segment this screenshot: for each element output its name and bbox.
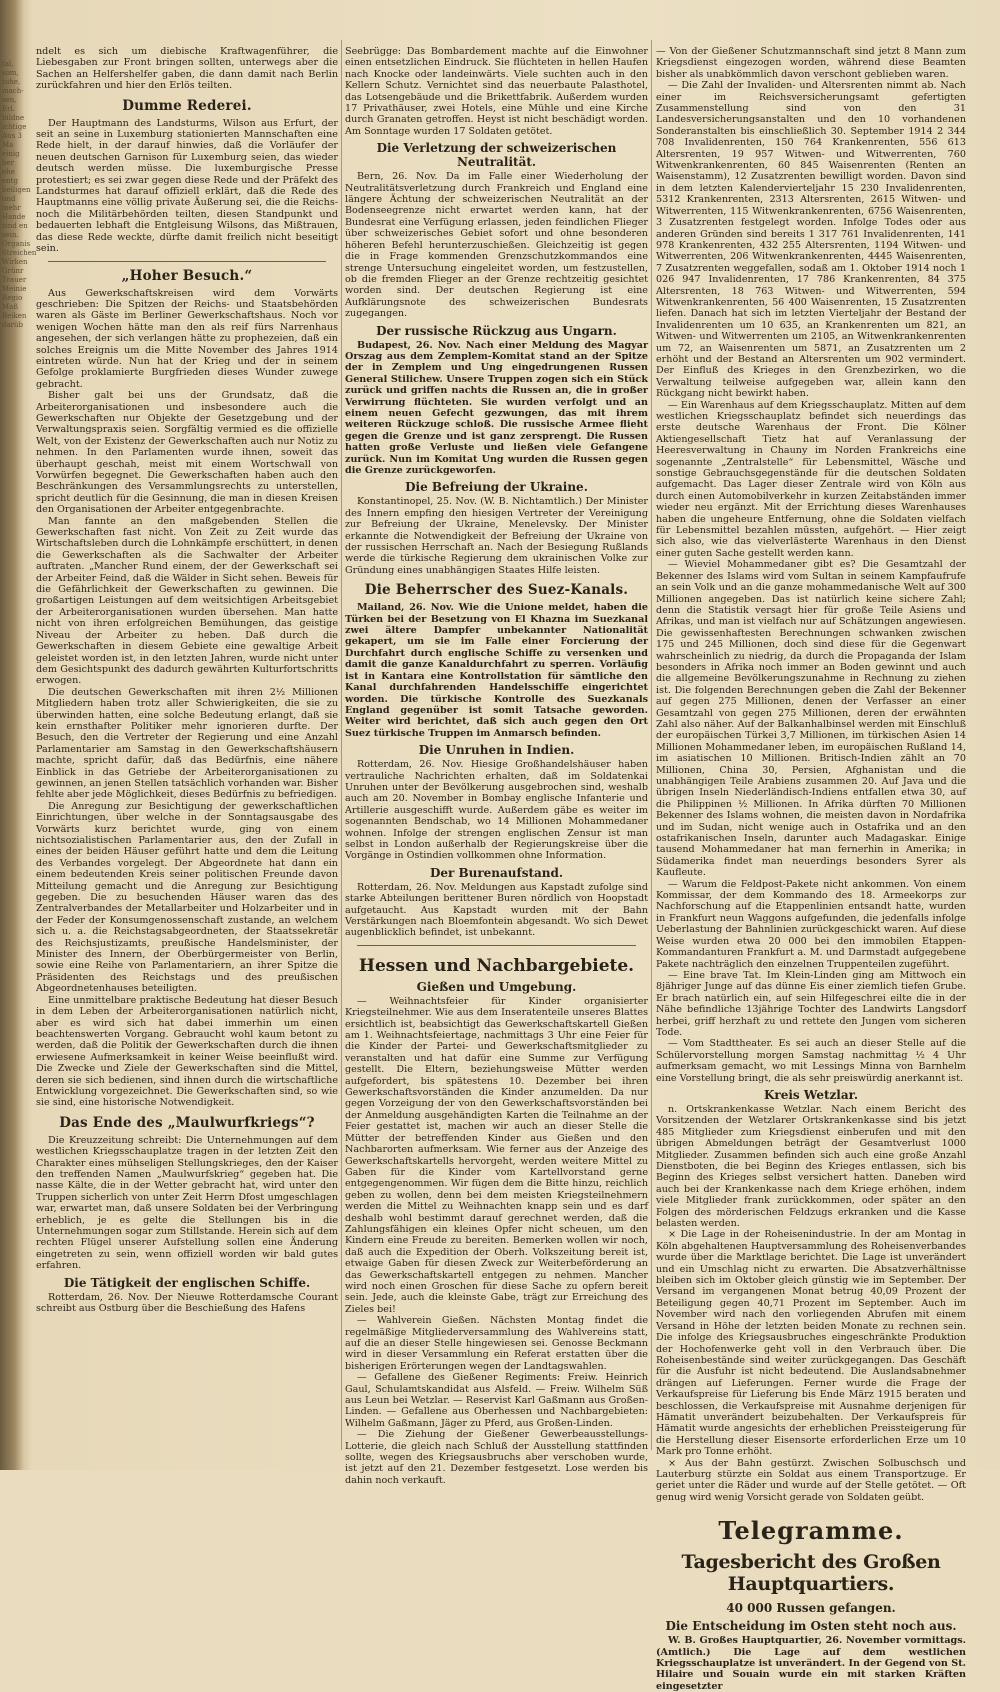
column-a <box>36 46 338 1452</box>
article-text: Seebrügge: Das Bombardement machte auf die Einwohner einen entsetzlichen Eindruck. Sie flüchteten in hellen Haufen nach Knocke oder landeinwärts. Viele suchten auch in den Kellern Schutz. Vernichtet sind das neuerbaute Palasthotel, das Lotsengebäude und die Brikettfabrik. Außerdem wurden 17 Privathäuser, zwei Hotels, eine Mühle und eine Kirche durch Granaten getroffen. Heyst ist nicht beschädigt worden. Am Sonntage wurden 17 Soldaten getötet. <box>345 46 648 137</box>
article-text: Bisher galt bei uns der Grundsatz, daß die Arbeiterorganisationen und insbesondere auch die Gewerkschaften nur Objekte der Gesetzgebung und der Verwaltungspraxis seien. Sorgfältig vermied es die offizielle Welt, von der Existenz der Gewerkschaften auch nur Notiz zu nehmen. In den Parlamenten wurde ihnen, soweit das überhaupt geschah, meist mit einem Wortschwall von Vorwürfen begegnet. Die Gewerkschaften haben auch den Beschränkungen des Versammlungsrechts zu unterstellen, spricht deutlich für die Gesinnung, die man in diesen Kreisen den Organisationen der Arbeiter entgegenbrachte. <box>36 390 338 516</box>
article-text: W. B. Großes Hauptquartier, 26. November vormittags. (Amtlich.) Die Lage auf dem westlichen Kriegsschauplatze ist unverändert. In der Gegend von St. Hilaire und Souain wurde ein mit starken Kräften eingesetzter <box>656 1635 966 1692</box>
article-text: × Aus der Bahn gestürzt. Zwischen Solbuschsch und Lauterburg stürzte ein Soldat aus einem Transportzuge. Er geriet unter die Räder und wurde auf der Stelle getötet. — Oft genug wird wenig Vorsicht gerade von Soldaten geübt. <box>656 1457 966 1503</box>
article-text: n. Ortskrankenkasse Wetzlar. Nach einem Bericht des Vorsitzenden der Wetzlarer Ortskrankenkasse sind bis jetzt 485 Mitglieder zum Kriegsdienst einberufen und mit den übrigen Abmeldungen beträgt der Gesamtverlust 1000 Mitglieder. Zusammen befinden sich auch eine große Anzahl Dienstboten, die bei Beginn des Krieges entlassen, sich bis Beginn des Krieges selbst versichert hatten. Daneben wird auch bei der Krankenkasse nach dem Kriege erhöhen, indem viele Mitglieder frank zurückkommen, oder später an den Folgen des mörderischen Feldzugs erkranken und die Kasse belasten werden. <box>656 1103 966 1230</box>
column-divider <box>651 40 652 1450</box>
article-text: Aus Gewerkschaftskreisen wird dem Vorwärts geschrieben: Die Spitzen der Reichs- und Staatsbehörden waren als Gäste im Berliner Gewerkschaftshaus. Noch vor wenigen Wochen hätte man den als reif fürs Narrenhaus angesehen, der sich verlangen hätte zu prophezeien, daß ein solches Ereignis um die Mitte November des Jahres 1914 eintreten würde. Nun hat der Krieg und der in seinem Gefolge proklamierte Burgfrieden dieses Wunder zuwege gebracht. <box>36 287 338 390</box>
article-heading: Dumme Rederei. <box>122 97 252 114</box>
article-text: Budapest, 26. Nov. Nach einer Meldung des Magyar Orszag aus dem Zemplem-Komitat stand an der Spitze der in Zemplem und Ung eingedrungenen Russen General Stilichew. Unsere Truppen zogen sich ein Stück zurück und griffen nachts die Russen an, die in großer Verwirrung flüchteten. Sie wurden verfolgt und an einem neuen Gefecht gezwungen, das mit ihrem weiteren Rückzuge schloß. Die russische Armee flieht gegen die Grenze und ist ganz zersprengt. Die Russen hatten große Verluste und ließen viele Gefangene zurück. Nun im Komitat Ung wurden die Russen gegen die Grenze zurückgeworfen. <box>345 339 648 476</box>
article-text: — Die Ziehung der Gießener Gewerbeausstellungs-Lotterie, die gleich nach Schluß der Ausstellung stattfinden sollte, wegen des Kriegsausbruchs aber verschoben wurde, ist jetzt auf den 21. Dezember festgesetzt. Lose werden bis dahin noch verkauft. <box>345 1429 648 1486</box>
article-heading: Die Verletzung der schweizerischen Neutralität. <box>376 141 617 170</box>
subsection-heading: Gießen und Umgebung. <box>416 979 577 994</box>
article-text: × Die Lage in der Roheisenindustrie. In der am Montag in Köln abgehaltenen Hauptversammlung des Roheisenverbandes wurde über die Marktlage berichtet. Die Lage ist unverändert und ein Umschlag nicht zu erwarten. Die Absatzverhältnisse bleiben sich im Oktober gleich günstig wie im September. Der Versand im vergangenen Monat betrug 40,09 Prozent der Beteiligung gegen 40,71 Prozent im September. Auch im November wird nach den vorliegenden Abrufen mit einem Versand in Höhe der letzten beiden Monate zu rechnen sein. Die infolge des Kriegsausbruches eingeschränkte Produktion der Hochofenwerke geht voll in den Verbrauch über. Die Roheisenbestände sind weiter zurückgegangen. Das Geschäft für die Ausfuhr ist nicht bedeutend. Die Auslandsabnehmer drängen auf Lieferungen. Ferner wurde die Frage der Verkaufspreise für Lieferung bis Ende März 1915 beraten und beschlossen, die Verkaufspreise mit Ausnahme derjenigen für Hämatit unverändert beizubehalten. Der Verkaufspreis für Hämatit wurde angesichts der erheblichen Preissteigerung für die Herstellung dieser Eisensorte erforderlichen Erze um 10 Mark pro Tonne erhöht. <box>656 1229 966 1458</box>
report-title: Tagesbericht des Großen Hauptquartiers. <box>681 1551 941 1596</box>
article-heading: Die Befreiung der Ukraine. <box>405 480 588 495</box>
article-text: Konstantinopel, 25. Nov. (W. B. Nichtamtlich.) Der Minister des Innern empfing den hiesigen Vertreter der Vereinigung zur Befreiung der Ukraine, Menelevsky. Der Minister erkannte die Notwendigkeit der Befreiung der Ukraine von der russischen Herrschaft an. Nach der Besiegung Rußlands werde die türkische Regierung dem ukrainischen Volke zur Gründung eines unabhängigen Staates Hilfe leisten. <box>345 496 648 576</box>
divider <box>357 945 636 946</box>
article-text: ndelt es sich um diebische Kraftwagenführer, die Liebesgaben zur Front bringen sollten, unterwegs aber die Sachen an Helfershelfer gaben, die dann damit nach Berlin zurückfahren und hier den Erlös teilten. <box>36 46 338 92</box>
article-heading: „Hoher Besuch.“ <box>121 267 253 284</box>
section-heading: Hessen und Nachbargebiete. <box>358 955 635 976</box>
article-text: — Ein Warenhaus auf dem Kriegsschauplatz. Mitten auf dem westlichen Kriegsschauplatz befindet sich neuerdings das erste deutsche Warenhaus der Front. Die Kölner Aktiengesellschaft Tietz hat auf Veranlassung der Heeresverwaltung in Chauny im Norden Frankreichs eine sogenannte „Zentralstelle“ für Lebensmittel, Wäsche und sonstige Gebrauchsgegenstände für die deutschen Soldaten aufgemacht. Das Lager dieser Zentrale wird von Köln aus durch einen Automobilverkehr in kurzen Zeitabständen immer wieder neu ergänzt. Mit der Errichtung dieses Warenhauses haben die ungeheure Entfernung, ohne die Soldaten vielfach für Lebensmittel bezahlen müssten, aufgehört. — Hier zeigt sich also, wie das vielverlästerte Warenhaus in den Dienst einer guten Sache gestellt werden kann. <box>656 399 966 559</box>
article-heading: Die Tätigkeit der englischen Schiffe. <box>63 1275 311 1290</box>
headline: 40 000 Russen gefangen. <box>726 1601 896 1616</box>
article-heading: Kreis Wetzlar. <box>763 1087 859 1102</box>
article-heading: Das Ende des „Maulwurfkriegs“? <box>59 1114 315 1131</box>
article-text: Die Kreuzzeitung schreibt: Die Unternehmungen auf dem westlichen Kriegsschauplatze tragen in der letzten Zeit den Charakter eines mühseligen Stellungskrieges, den der Kaiser den treffenden Namen „Maulwurfskrieg“ gegeben hat. Die nasse Kälte, die in der Wetter gebracht hat, wird unter den Truppen sicherlich von unter Zeit Herrn Dfost umgeschlagen war, erwartet man, daß unsere Soldaten bei der Verbringung erheblich, je es gelte die Stellungen bis in die Unternehmungen sogar zum Stillstande. Herein sich auf dem rechten Flügel unserer Aufstellung sollen eine Änderung eingetreten zu sein, wenn offiziell worden wir bald gutes erfahren. <box>36 1134 338 1272</box>
article-heading: Der Burenaufstand. <box>429 865 564 880</box>
telegram-title: Telegramme. <box>718 1516 904 1546</box>
article-text: — Eine brave Tat. Im Klein-Linden ging am Mittwoch ein 8jähriger Junge auf das dünne Eis einer ziemlich tiefen Grube. Er brach natürlich ein, auf sein Hilfegeschrei eilte die in der Nähe befindliche 13jährige Tochter des Landwirts Langsdorf herbei, griff herzhaft zu und rettete den Jungen vom sicheren Tode. <box>656 969 966 1038</box>
article-text: — Von der Gießener Schutzmannschaft sind jetzt 8 Mann zum Kriegsdienst eingezogen worden, während diese Beamten bisher als unabkömmlich davon verschont geblieben waren. <box>656 46 966 80</box>
article-text: Man fannte an den maßgebenden Stellen die Gewerkschaften fast nicht. Von Zeit zu Zeit wurde das Wirtschaftsleben durch die Lohnkämpfe erschüttert, in denen die Gewerkschaften als die Sachwalter der Arbeiter auftraten. „Mancher Rund einem, der der Gewerkschaft sei der Arbeiter Feind, daß die Wälder in Sicht sehen. Beweis für die Gefährlichkeit der Gewerkschaften zu gewinnen. Die großartigen Leistungen auf dem weitsichtigen Arbeitsgebiet der Arbeiterorganisationen wurden übersehen. Man hatte nicht von ihren erfolgreichen Bemühungen, das geistige Niveau der Arbeiter zu heben. Daß durch die Gewerkschaften in diesem Gebiete eine gewaltige Arbeit geleistet worden ist, in den letzten Jahren, wurde nicht unter dem Gesichtspunkt des dadurch gewährten Kulturfortschritts erwogen. <box>36 515 338 687</box>
article-heading: Die Unruhen in Indien. <box>418 743 575 758</box>
article-text: Bern, 26. Nov. Da im Falle einer Wiederholung der Neutralitätsverletzung durch Frankreich und England eine längere Ächtung der schweizerischen Neutralität an der Bodenseegrenze nicht erwartet werden kann, hat der Bundesrat eine Verfügung erlassen, jeden feindlichen Flieger über schweizerisches Gebiet sofort und ohne besonderen höheren Befehl herunterzuschießen. Gleichzeitig ist gegen die in Frage kommenden Grenzschutzkommandos eine strenge Untersuchung eingeleitet worden, um festzustellen, ob die fremden Flieger an der Grenze rechtzeitig gesichtet worden sind. Der deutschen Regierung ist eine Aufklärungsnote des schweizerischen Bundesrats zugegangen. <box>345 171 648 320</box>
article-heading: Der russische Rückzug aus Ungarn. <box>376 323 617 338</box>
article-text: Die deutschen Gewerkschaften mit ihren 2½ Millionen Mitgliedern haben trotz aller Schwierigkeiten, die sie zu überwinden hatten, eine solche Bedeutung erlangt, daß sie kein ernsthafter Politiker mehr ignorieren durfte. Der Besuch, den die Vertreter der Regierung und eine Anzahl Parlamentarier am Samstag in den Gewerkschaftshäusern machte, spricht dafür, daß das Bedürfnis, eine nähere Einblick in das Getriebe der Arbeiterorganisationen zu gewinnen, an jenen Stellen tatsächlich vorhanden war. Bisher fehlte aber jede Möglichkeit, dieses Bedürfnis zu befriedigen. <box>36 686 338 801</box>
article-text: Der Hauptmann des Landsturms, Wilson aus Erfurt, der seit an seine in Luxemburg stationierten Mannschaften eine Rede hielt, in der darauf hinwies, daß die Vorläufer der neuen deutschen Garnison für Luxemburg seien, das wieder deutsch werden müsse. Die luxemburgische Presse protestiert; es sei zwar gegen diese Rede und der Präfekt des Landsturmes hat darauf offiziell erklärt, daß die Rede des Hauptmanns eine völlig private Äußerung sei, die die Reichs- noch die Militärbehörden teilten, diesen Standpunkt und bedauerten lebhaft die Entgleisung Wilsons, das Mißtrauen, das diese Rede weckte, dürfte damit freilich nicht beseitigt sein. <box>36 117 338 255</box>
article-text: — Die Zahl der Invaliden- und Altersrenten nimmt ab. Nach einer im Reichsversicherungsamt gefertigten Zusammenstellung sind von den 31 Landesversicherungsanstalten und den 10 vorhandenen Sonderanstalten bis einschließlich 30. September 1914 2 344 708 Invalidenrenten, 150 764 Krankenrenten, 556 613 Altersrenten, 19 957 Witwen- und Witwerrenten, 760 Witwenkrankenrenten, 60 845 Waisenrenten (Renten an Waisenstamm), 12 Zusatzrenten bewilligt worden. Davon sind in dem letzten Kalendervierteljahr 15 230 Invalidenrenten, 5312 Krankenrenten, 2313 Altersrenten, 2615 Witwen- und Witwerrenten, 115 Witwenkrankenrenten, 6756 Waisenrenten, 3 Zusatzrenten festgelegt worden. Infolge Todes oder aus anderen Gründen sind bereits 1 317 761 Invalidenrenten, 141 978 Krankenrenten, 432 255 Altersrenten, 1194 Witwen- und Witwerrenten, 206 Witwenkrankenrenten, 4445 Waisenrenten, 7 Zusatzrenten weggefallen, sodaß am 1. Oktober 1914 noch 1 026 947 Invalidenrenten, 17 786 Krankenrenten, 84 375 Altersrenten, 18 763 Witwen- und Witwerrenten, 594 Witwenkrankenrenten, 56 400 Waisenrenten, 15 Zusatzrenten liefen. Danach hat sich im letzten Vierteljahr der Bestand der Invalidenrenten um 10 635, an Krankenrenten um 821, an Witwen- und Witwerrenten um 2105, an Witwenkrankenrenten um 72, an Waisenrenten um 5871, an Zusatzrenten um 2 erhöht und der Bestand an Altersrenten um 902 vermindert. Der Einfluß des Krieges in den Grenzbezirken, wo die Verwaltung teilweise aufgegeben war, allein kann den Rückgang nicht bewirkt haben. <box>656 80 966 400</box>
column-divider <box>341 40 342 1450</box>
article-text: Die Anregung zur Besichtigung der gewerkschaftlichen Einrichtungen, über welche in der Sonntagsausgabe des Vorwärts kurz berichtet wurde, ging von einem nichtsozialistischen Parlamentarier aus, den der Zufall in eines der beiden Häuser geführt hatte und dem die Leitung des Verbandes vorgelegt. Der Abgeordnete hat dann ein einem bedeutenden Kreis seiner politischen Freunde davon Mitteilung gemacht und die Anregung zur Besichtigung gegeben. Die zu besuchenden Häuser waren das des Zentralverbandes der Metallarbeiter und Holzarbeiter und in der Feder der Konsumgenossenschaft zustande, an welchem sich u. a. die Reichstagsabgeordneten, der Staatssekretär des Reichsjustizamts, preußische Handelsminister, der Minister des Innern, der Oberbürgermeister von Berlin, sowie eine Reihe von Parlamentariern, an ihrer Spitze die Präsidenten des Reichstags und des preußischen Abgeordnetenhauses beteiligten. <box>36 800 338 995</box>
column-c <box>656 46 966 1692</box>
article-heading: Die Beherrscher des Suez-Kanals. <box>364 582 629 599</box>
adjacent-page-strip: tal, som, tuhe, mach- sen, Erl. bildne ichtige Ans 3 Ma einig ber ehe entg beiligen und mehr Hande sind en sein. Organis Streichen Wirken Grünr Trauer Meinie Regio Maß Beiken darüb <box>2 60 37 329</box>
article-text: Eine unmittelbare praktische Bedeutung hat dieser Besuch in dem Leben der Arbeiterorganisationen natürlich nicht, aber es wird sich hat dabei immerhin um einen beachtenswerten Vorgang. Gebraucht wohl kaum betont zu werden, daß die Politik der Gewerkschaften durch die ihnen erwiesene Aufmerksamkeit in keiner Weise beeinflußt wird. Die Zwecke und Ziele der Gewerkschaften sind die Mittel, deren sie sich bedienen, sind ihnen durch die wirtschaftliche Entwicklung vorgezeichnet. Die Gewerkschaften sind, so wie sie sind, eine historische Notwendigkeit. <box>36 994 338 1109</box>
article-text: Mailand, 26. Nov. Wie die Unione meldet, haben die Türken bei der Besetzung von El Khazna im Suezkanal zwei ältere Dampfer unbekannter Nationalität gekapert, um sie im Falle einer Forcierung der Durchfahrt durch englische Schiffe zu versenken und damit die ganze Kanaldurchfahrt zu sperren. Vorläufig ist in Kantara eine Kontrollstation für sämtliche den Kanal durchfahrenden Handelsschiffe eingerichtet worden. Die türkische Kontrolle des Suezkanals England gegenüber ist somit Tatsache geworden. Weiter wird berichtet, daß sich auch gegen den Ort Suez türkische Truppen im Anmarsch befinden. <box>345 602 648 739</box>
column-b <box>345 46 648 1486</box>
article-text: — Wahlverein Gießen. Nächsten Montag findet die regelmäßige Mitgliederversammlung des Wahlvereins statt, auf die an dieser Stelle hingewiesen sei. Genosse Beckmann wird in dieser Versammlung ein Referat erstatten über die bisherigen Erörterungen wegen der Landtagswahlen. <box>345 1315 648 1372</box>
article-text: Rotterdam, 26. Nov. Meldungen aus Kapstadt zufolge sind starke Abteilungen berittener Buren nördlich von Hoopstadt aufgetaucht. Aus Kapstadt wurden mit der Bahn Verstärkungen nach Bloemfontein abgesandt. Wo sich Dewet augenblicklich befindet, ist unbekannt. <box>345 881 648 939</box>
article-text: — Vom Stadttheater. Es sei auch an dieser Stelle auf die Schülervorstellung morgen Samstag nachmittag ½ 4 Uhr aufmerksam gemacht, wo mit Lessings Minna von Barnhelm eine Vorstellung bringt, die als sehr preiswürdig anerkannt ist. <box>656 1038 966 1084</box>
article-text: — Warum die Feldpost-Pakete nicht ankommen. Von einem Kommissar, der dem Kommando des 18. Armeekorps zur Nachforschung auf die Etappenlinien entsandt hatte, wurden in Frankfurt neun Waggons aufgefunden, die jedenfalls infolge Ueberlastung der Bahnlinien zurückgeschickt waren. Auf diese Weise wurden etwa 20 000 bei den immobilen Etappen-Kommandanturen Frankfurt a. M. und Darmstadt aufgegebene Pakete nachträglich den einzelnen Truppenteilen zugeführt. <box>656 878 966 970</box>
article-text: Rotterdam, 26. Nov. Der Nieuwe Rotterdamsche Courant schreibt aus Ostburg über die Beschießung des Hafens <box>36 1291 338 1315</box>
article-text: — Wieviel Mohammedaner gibt es? Die Gesamtzahl der Bekenner des Islams wird vom Sultan in seinem Kampfaufrufe an sein Volk und an die ganze mohammedanische Welt auf 300 Millionen angegeben. Das ist natürlich keine sichere Zahl; denn die Statistik versagt hier für große Teile Asiens und Afrikas, und man ist vielfach nur auf Schätzungen angewiesen. Die gewissenhaftesten Berechnungen schwanken zwischen 175 und 245 Millionen, doch sind diese für die Gegenwart wahrscheinlich zu niedrig, da durch die Propaganda der Islam besonders in Afrika noch immer an Boden gewinnt und auch die allgemeine Bevölkerungszunahme in Rechnung zu ziehen ist. Die folgenden Berechnungen geben die Zahl der Bekenner auf gegen 275 Millionen, denen der Verfasser an einer Gesamtzahl von gegen 275 Millionen, deren der erwähnten Zahl also näher. Auf der Balkanhalbinsel werden mit Einschluß der europäischen Türkei 3,7 Millionen, im türkischen Asien 14 Millionen Mohammedaner leben, im europäischen Rußland 14, im asiatischen 10 Millionen. Britisch-Indien zählt an 70 Millionen, China 30, Persien, Afghanistan und die unabhängigen Teile Arabiens zusammen 20. Auf Java und die übrigen Inseln Niederländisch-Indiens entfallen etwa 30, auf die Philippinen ½ Millionen. In Afrika dürften 70 Millionen Bekenner des Islams wohnen, die meisten davon in Nordafrika und im Sudan, nicht wenige auch in Ostafrika und an den ostafrikanischen Inseln, darunter auch Madagaskar. Einige tausend Mohammedaner hat man fernerhin in Amerika; in Südamerika findet man neuerdings besonders Syrer als Kaufleute. <box>656 559 966 879</box>
headline: Die Entscheidung im Osten steht noch aus. <box>665 1619 957 1634</box>
article-text: — Weihnachtsfeier für Kinder organisierter Kriegsteilnehmer. Wie aus dem Inseratenteile unseres Blattes ersichtlich ist, beabsichtigt das Gewerkschaftskartell Gießen am 1. Weihnachtsfeiertage, nachmittags 3 Uhr eine Feier für die Kinder der Partei- und Gewerkschaftsmitglieder zu veranstalten und hat dafür eine Summe zur Verfügung gestellt. Die Eltern, beziehungsweise Mütter werden aufgefordert, bis spätestens 10. Dezember bei ihren Gewerkschaftsvorständen die Kinder anzumelden. Da nur gegen Vorzeigung der von den Gewerkschaftsvorständen bei der Anmeldung ausgehändigten Karten die Teilnahme an der Feier gestattet ist, machen wir auch an dieser Stelle die Mütter der betreffenden Kinder aus Gießen und den Nachbarorten aufmerksam. Wie ferner aus der Anzeige des Gewerkschaftskartells hervorgeht, werden weitere Mittel zu Gaben für die Kinder vom Kartellvorstand gerne entgegengenommen. Wir fügen dem die Bitte hinzu, reichlich geben zu wollen, denn bei dem meisten Kriegsteilnehmern werden die Mittel zu Weihnachten knapp sein und es darf deshalb wohl bestimmt darauf gerechnet werden, daß die Zahlungsfähigen ein kleines Opfer nicht scheuen, um den Kindern eine Freude zu bereiten. Bemerken wollen wir noch, daß auch die Expedition der Oberh. Volkszeitung bereit ist, etwaige Gaben für diesen Zweck zur Weiterbeförderung an das Gewerkschaftskartell entgegen zu nehmen. Mancher wird noch einen Groschen für diese Sache zu opfern bereit sein. Jede, auch die kleinste Gabe, trägt zur Erreichung des Zieles bei! <box>345 995 648 1315</box>
divider <box>48 261 326 262</box>
article-text: Rotterdam, 26. Nov. Hiesige Großhandelshäuser haben vertrauliche Nachrichten erhalten, daß im Soldatenkai Unruhen unter der Bevölkerung ausgebrochen sind, weshalb auch am 20. November in Bombay englische Infanterie und Artillerie ausgeschifft wurde. Außerdem gäbe es weiter im sogenannten Bendschab, wo 14 Millionen Mohammedaner wohnen. Infolge der strengen englischen Zensur ist man selbst in London außerhalb der Regierungskreise über die Vorgänge in Ostindien vollkommen ohne Information. <box>345 759 648 862</box>
article-text: — Gefallene des Gießener Regiments: Freiw. Heinrich Gaul, Schulamtskandidat aus Alsfeld. — Freiw. Wilhelm Süß aus Leun bei Wetzlar. — Reservist Karl Gaßmann aus Großen-Linden. — Gefallene aus Oberhessen und Nachbargebieten: Wilhelm Gaßmann, Jäger zu Pferd, aus Großen-Linden. <box>345 1372 648 1429</box>
